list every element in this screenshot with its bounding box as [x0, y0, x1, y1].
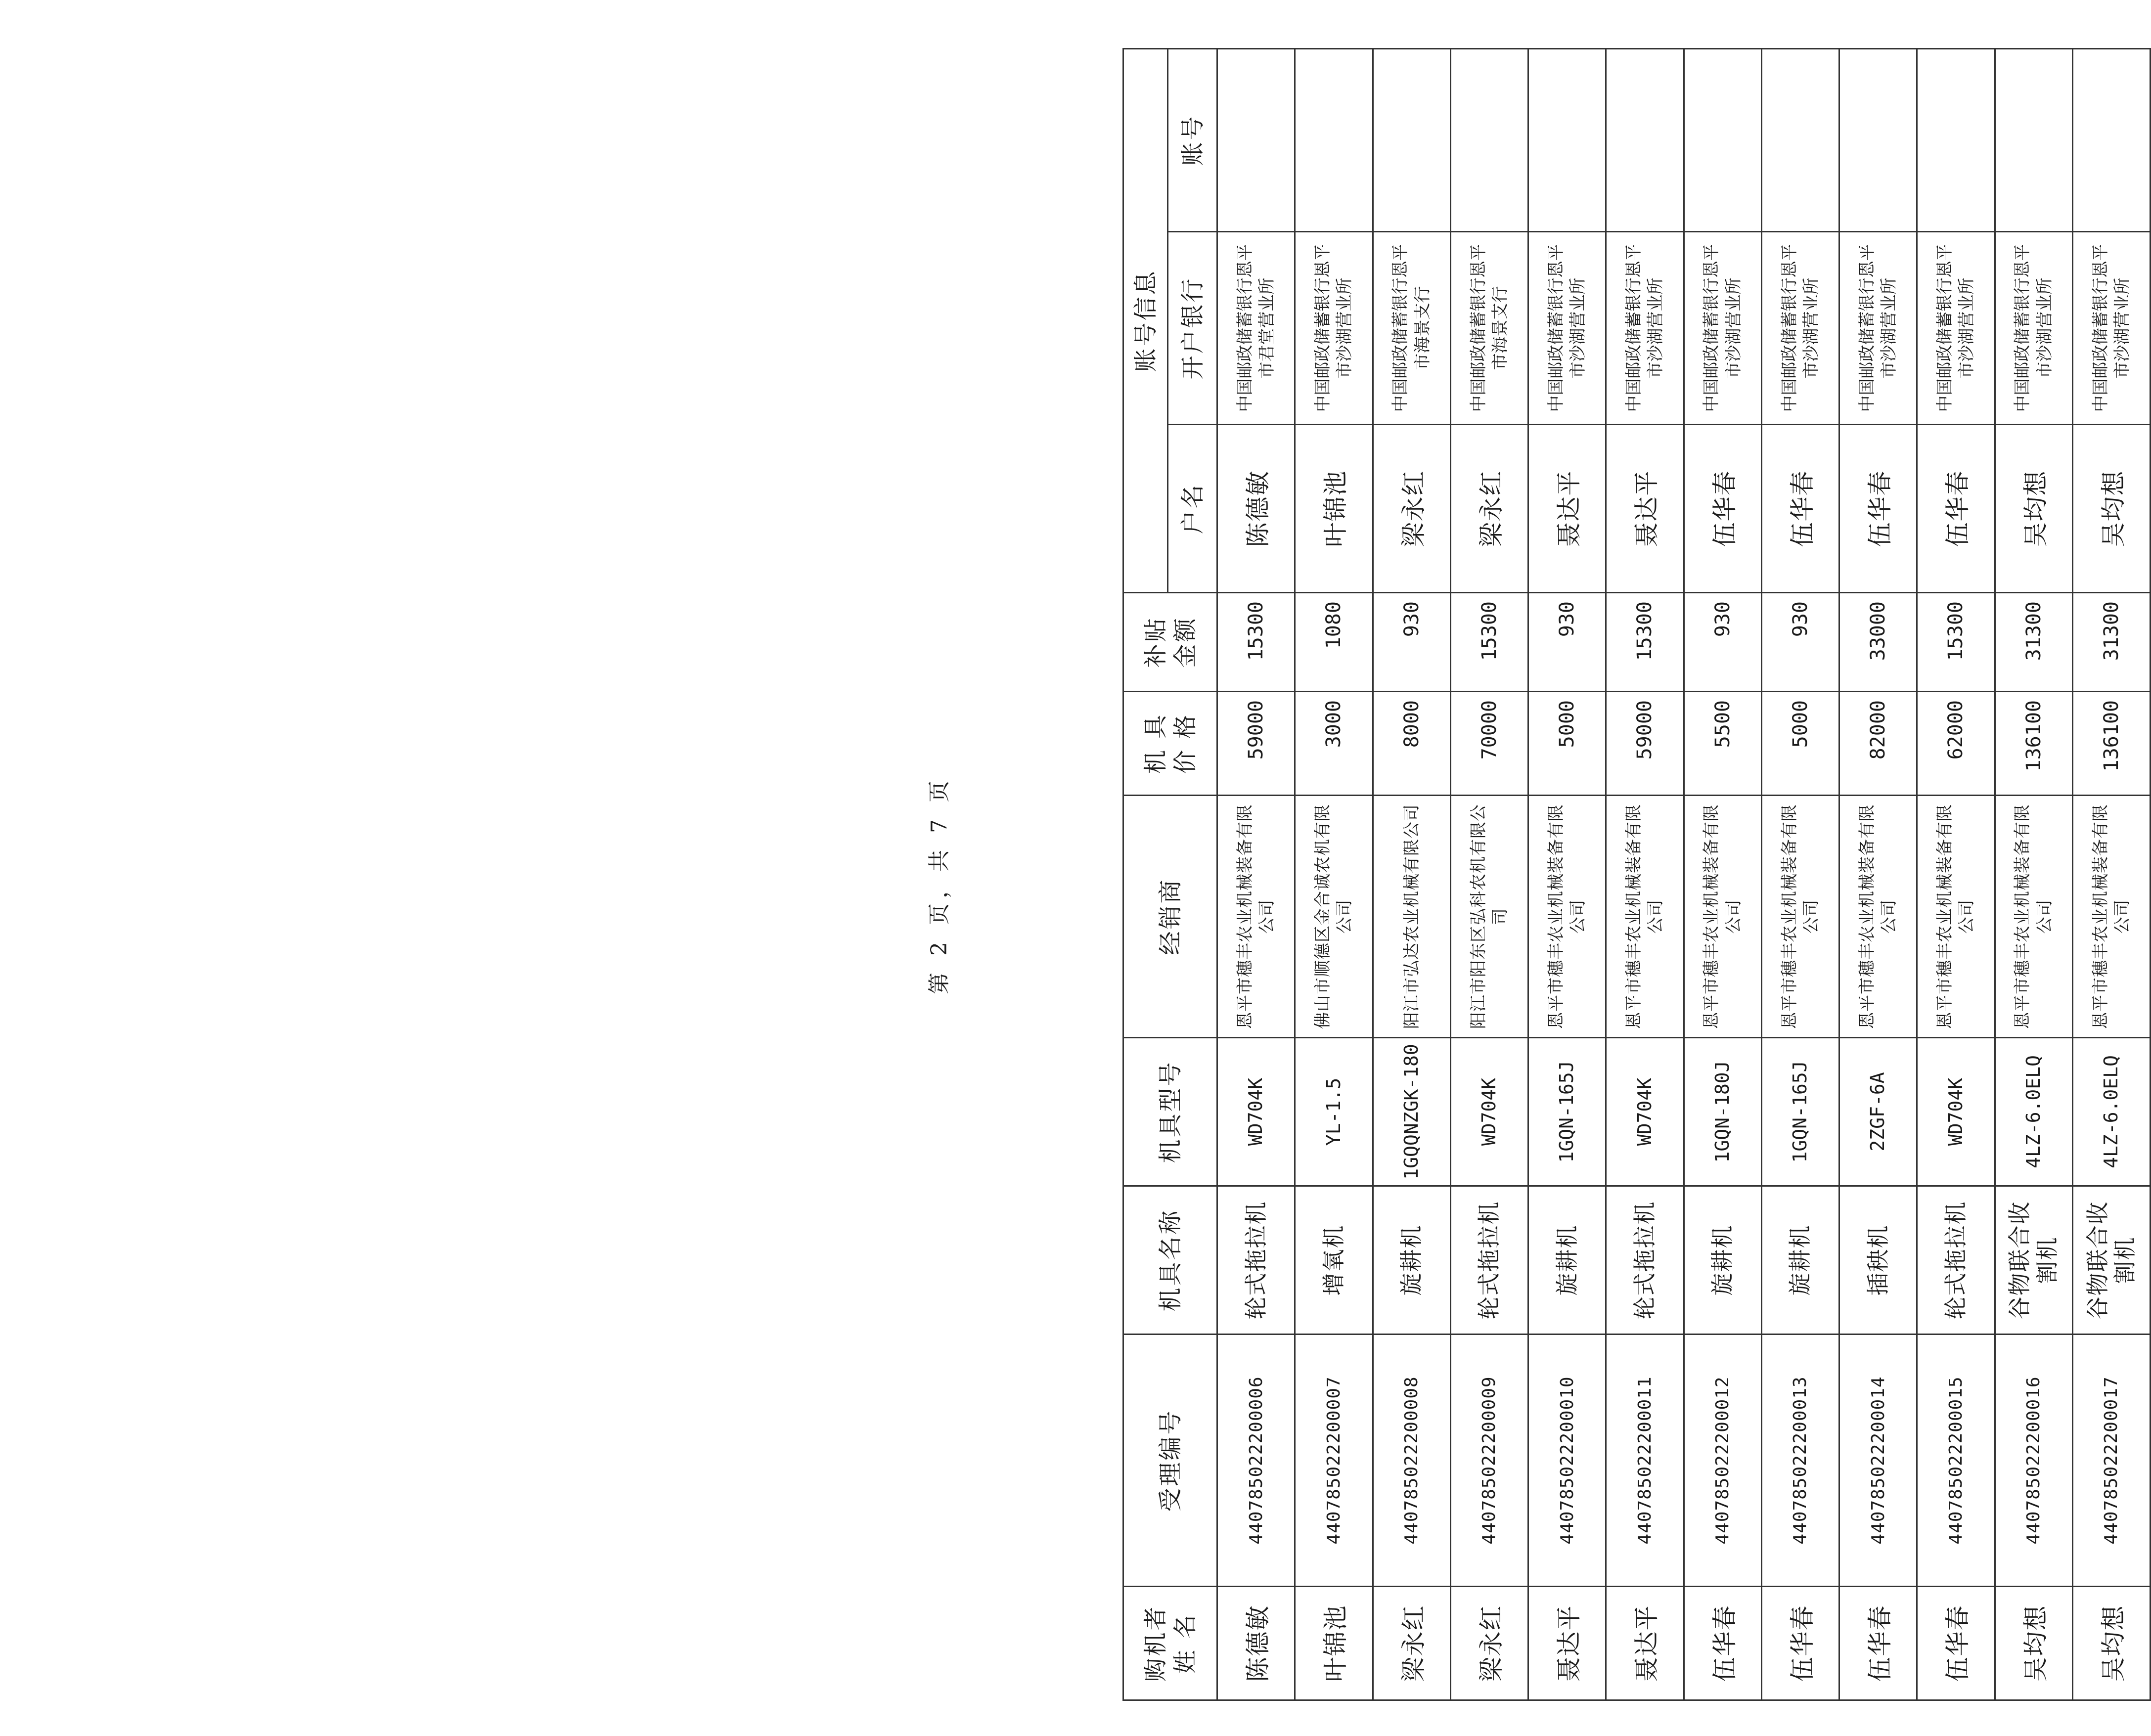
- cell-subsidy: 930: [1684, 593, 1761, 692]
- cell-account-holder: 叶锦池: [1295, 425, 1373, 593]
- cell-price: 62000: [1917, 692, 1995, 796]
- cell-dealer: 恩平市穗丰农业机械装备有限公司: [1917, 796, 1995, 1038]
- cell-dealer: 恩平市穗丰农业机械装备有限公司: [1839, 796, 1917, 1038]
- cell-machine-name: 谷物联合收割机: [2072, 1186, 2150, 1335]
- cell-price: 82000: [1839, 692, 1917, 796]
- cell-bank: 中国邮政储蓄银行恩平市沙湖营业所: [1684, 232, 1761, 425]
- header-account-no: 账号: [1168, 48, 1217, 231]
- cell-buyer-name: 聂达平: [1528, 1587, 1606, 1700]
- cell-dealer: 恩平市穗丰农业机械装备有限公司: [1761, 796, 1839, 1038]
- cell-bank: 中国邮政储蓄银行恩平市海景支行: [1450, 232, 1528, 425]
- cell-account-holder: 聂达平: [1528, 425, 1606, 593]
- cell-subsidy: 31300: [1995, 593, 2072, 692]
- cell-account-no: [1217, 48, 1295, 231]
- cell-bank: 中国邮政储蓄银行恩平市君堂营业所: [1217, 232, 1295, 425]
- cell-accept-no: 440785022200012: [1684, 1335, 1761, 1587]
- cell-machine-name: 旋耕机: [1684, 1186, 1761, 1335]
- table-row: [1917, 48, 1995, 1700]
- cell-account-holder: 伍华春: [1761, 425, 1839, 593]
- cell-model: WD704K: [1450, 1038, 1528, 1186]
- table-row: [1761, 48, 1839, 1700]
- cell-model: WD704K: [1917, 1038, 1995, 1186]
- header-bank: 开户银行: [1168, 232, 1217, 425]
- cell-bank: 中国邮政储蓄银行恩平市沙湖营业所: [2072, 232, 2150, 425]
- cell-accept-no: 440785022200015: [1917, 1335, 1995, 1587]
- cell-model: 4LZ-6.0ELQ: [1995, 1038, 2072, 1186]
- cell-buyer-name: 梁永红: [1373, 1587, 1450, 1700]
- cell-price: 5000: [1528, 692, 1606, 796]
- cell-price: 3000: [1295, 692, 1373, 796]
- cell-bank: 中国邮政储蓄银行恩平市沙湖营业所: [1528, 232, 1606, 425]
- cell-dealer: 恩平市穗丰农业机械装备有限公司: [1684, 796, 1761, 1038]
- cell-account-no: [1450, 48, 1528, 231]
- cell-subsidy: 33000: [1839, 593, 1917, 692]
- cell-account-holder: 伍华春: [1839, 425, 1917, 593]
- cell-model: YL-1.5: [1295, 1038, 1373, 1186]
- cell-accept-no: 440785022200006: [1217, 1335, 1295, 1587]
- cell-model: 1GQN-180J: [1684, 1038, 1761, 1186]
- cell-subsidy: 930: [1373, 593, 1450, 692]
- cell-buyer-name: 梁永红: [1450, 1587, 1528, 1700]
- table-sheet: [1122, 40, 2151, 1701]
- table-row: [1295, 48, 1373, 1700]
- cell-subsidy: 15300: [1217, 593, 1295, 692]
- table-row: [1684, 48, 1761, 1700]
- cell-model: 1GQQNZGK-180: [1373, 1038, 1450, 1186]
- cell-account-no: [1761, 48, 1839, 231]
- cell-subsidy: 930: [1528, 593, 1606, 692]
- cell-model: 4LZ-6.0ELQ: [2072, 1038, 2150, 1186]
- cell-price: 5000: [1761, 692, 1839, 796]
- table-row: [2072, 48, 2150, 1700]
- cell-account-holder: 伍华春: [1684, 425, 1761, 593]
- cell-price: 136100: [1995, 692, 2072, 796]
- header-price: 机 具 价 格: [1123, 692, 1217, 796]
- cell-account-no: [2072, 48, 2150, 231]
- table-row: [1995, 48, 2072, 1700]
- cell-machine-name: 谷物联合收割机: [1995, 1186, 2072, 1335]
- cell-price: 136100: [2072, 692, 2150, 796]
- table-row: [1217, 48, 1295, 1700]
- table-row: [1528, 48, 1606, 1700]
- cell-account-holder: 聂达平: [1606, 425, 1684, 593]
- cell-dealer: 恩平市穗丰农业机械装备有限公司: [1995, 796, 2072, 1038]
- cell-model: 1GQN-165J: [1761, 1038, 1839, 1186]
- cell-accept-no: 440785022200017: [2072, 1335, 2150, 1587]
- cell-model: WD704K: [1217, 1038, 1295, 1186]
- cell-dealer: 恩平市穗丰农业机械装备有限公司: [1217, 796, 1295, 1038]
- cell-buyer-name: 伍华春: [1839, 1587, 1917, 1700]
- cell-buyer-name: 伍华春: [1684, 1587, 1761, 1700]
- cell-bank: 中国邮政储蓄银行恩平市沙湖营业所: [1295, 232, 1373, 425]
- cell-account-no: [1684, 48, 1761, 231]
- cell-accept-no: 440785022200014: [1839, 1335, 1917, 1587]
- cell-dealer: 恩平市穗丰农业机械装备有限公司: [2072, 796, 2150, 1038]
- header-account-info: 账号信息: [1123, 48, 1168, 592]
- cell-accept-no: 440785022200016: [1995, 1335, 2072, 1587]
- header-model: 机具型号: [1123, 1038, 1217, 1186]
- header-subsidy: 补贴 金额: [1123, 593, 1217, 692]
- cell-dealer: 阳江市阳东区弘科农机有限公司: [1450, 796, 1528, 1038]
- cell-price: 59000: [1606, 692, 1684, 796]
- cell-account-holder: 陈德敏: [1217, 425, 1295, 593]
- cell-account-holder: 梁永红: [1450, 425, 1528, 593]
- cell-buyer-name: 吴均想: [1995, 1587, 2072, 1700]
- table-row: [1839, 48, 1917, 1700]
- cell-model: 1GQN-165J: [1528, 1038, 1606, 1186]
- header-account-holder: 户名: [1168, 425, 1217, 593]
- cell-price: 8000: [1373, 692, 1450, 796]
- cell-machine-name: 轮式拖拉机: [1450, 1186, 1528, 1335]
- cell-account-no: [1839, 48, 1917, 231]
- cell-model: WD704K: [1606, 1038, 1684, 1186]
- cell-account-holder: 吴均想: [2072, 425, 2150, 593]
- cell-machine-name: 旋耕机: [1528, 1186, 1606, 1335]
- header-buyer-name: 购机者 姓 名: [1123, 1587, 1217, 1700]
- cell-dealer: 恩平市穗丰农业机械装备有限公司: [1606, 796, 1684, 1038]
- cell-buyer-name: 伍华春: [1917, 1587, 1995, 1700]
- cell-machine-name: 轮式拖拉机: [1606, 1186, 1684, 1335]
- cell-subsidy: 15300: [1917, 593, 1995, 692]
- cell-subsidy: 15300: [1450, 593, 1528, 692]
- cell-bank: 中国邮政储蓄银行恩平市沙湖营业所: [1839, 232, 1917, 425]
- subsidy-table: [1122, 48, 2151, 1701]
- cell-price: 5500: [1684, 692, 1761, 796]
- cell-model: 2ZGF-6A: [1839, 1038, 1917, 1186]
- cell-bank: 中国邮政储蓄银行恩平市沙湖营业所: [1995, 232, 2072, 425]
- cell-subsidy: 930: [1761, 593, 1839, 692]
- cell-bank: 中国邮政储蓄银行恩平市海景支行: [1373, 232, 1450, 425]
- cell-accept-no: 440785022200011: [1606, 1335, 1684, 1587]
- cell-account-no: [1917, 48, 1995, 231]
- cell-dealer: 恩平市穗丰农业机械装备有限公司: [1528, 796, 1606, 1038]
- cell-accept-no: 440785022200013: [1761, 1335, 1839, 1587]
- page-number: 第 2 页，共 7 页: [927, 776, 952, 994]
- cell-buyer-name: 陈德敏: [1217, 1587, 1295, 1700]
- cell-machine-name: 轮式拖拉机: [1917, 1186, 1995, 1335]
- cell-accept-no: 440785022200009: [1450, 1335, 1528, 1587]
- table-row: [1606, 48, 1684, 1700]
- cell-subsidy: 31300: [2072, 593, 2150, 692]
- cell-account-no: [1606, 48, 1684, 231]
- header-dealer: 经销商: [1123, 796, 1217, 1038]
- cell-machine-name: 增氧机: [1295, 1186, 1373, 1335]
- cell-price: 59000: [1217, 692, 1295, 796]
- cell-machine-name: 旋耕机: [1761, 1186, 1839, 1335]
- cell-machine-name: 插秧机: [1839, 1186, 1917, 1335]
- cell-bank: 中国邮政储蓄银行恩平市沙湖营业所: [1761, 232, 1839, 425]
- cell-dealer: 佛山市顺德区金合诚农机有限公司: [1295, 796, 1373, 1038]
- cell-account-no: [1373, 48, 1450, 231]
- cell-bank: 中国邮政储蓄银行恩平市沙湖营业所: [1917, 232, 1995, 425]
- cell-bank: 中国邮政储蓄银行恩平市沙湖营业所: [1606, 232, 1684, 425]
- cell-accept-no: 440785022200010: [1528, 1335, 1606, 1587]
- cell-machine-name: 轮式拖拉机: [1217, 1186, 1295, 1335]
- cell-subsidy: 1080: [1295, 593, 1373, 692]
- cell-account-no: [1995, 48, 2072, 231]
- table-row: [1373, 48, 1450, 1700]
- cell-price: 70000: [1450, 692, 1528, 796]
- cell-account-no: [1295, 48, 1373, 231]
- cell-machine-name: 旋耕机: [1373, 1186, 1450, 1335]
- cell-accept-no: 440785022200007: [1295, 1335, 1373, 1587]
- cell-buyer-name: 叶锦池: [1295, 1587, 1373, 1700]
- cell-buyer-name: 聂达平: [1606, 1587, 1684, 1700]
- cell-accept-no: 440785022200008: [1373, 1335, 1450, 1587]
- cell-subsidy: 15300: [1606, 593, 1684, 692]
- table-row: [1450, 48, 1528, 1700]
- cell-account-holder: 伍华春: [1917, 425, 1995, 593]
- cell-buyer-name: 吴均想: [2072, 1587, 2150, 1700]
- cell-account-holder: 吴均想: [1995, 425, 2072, 593]
- header-accept-no: 受理编号: [1123, 1335, 1217, 1587]
- cell-account-holder: 梁永红: [1373, 425, 1450, 593]
- cell-dealer: 阳江市弘达农业机械有限公司: [1373, 796, 1450, 1038]
- cell-account-no: [1528, 48, 1606, 231]
- cell-buyer-name: 伍华春: [1761, 1587, 1839, 1700]
- header-machine-name: 机具名称: [1123, 1186, 1217, 1335]
